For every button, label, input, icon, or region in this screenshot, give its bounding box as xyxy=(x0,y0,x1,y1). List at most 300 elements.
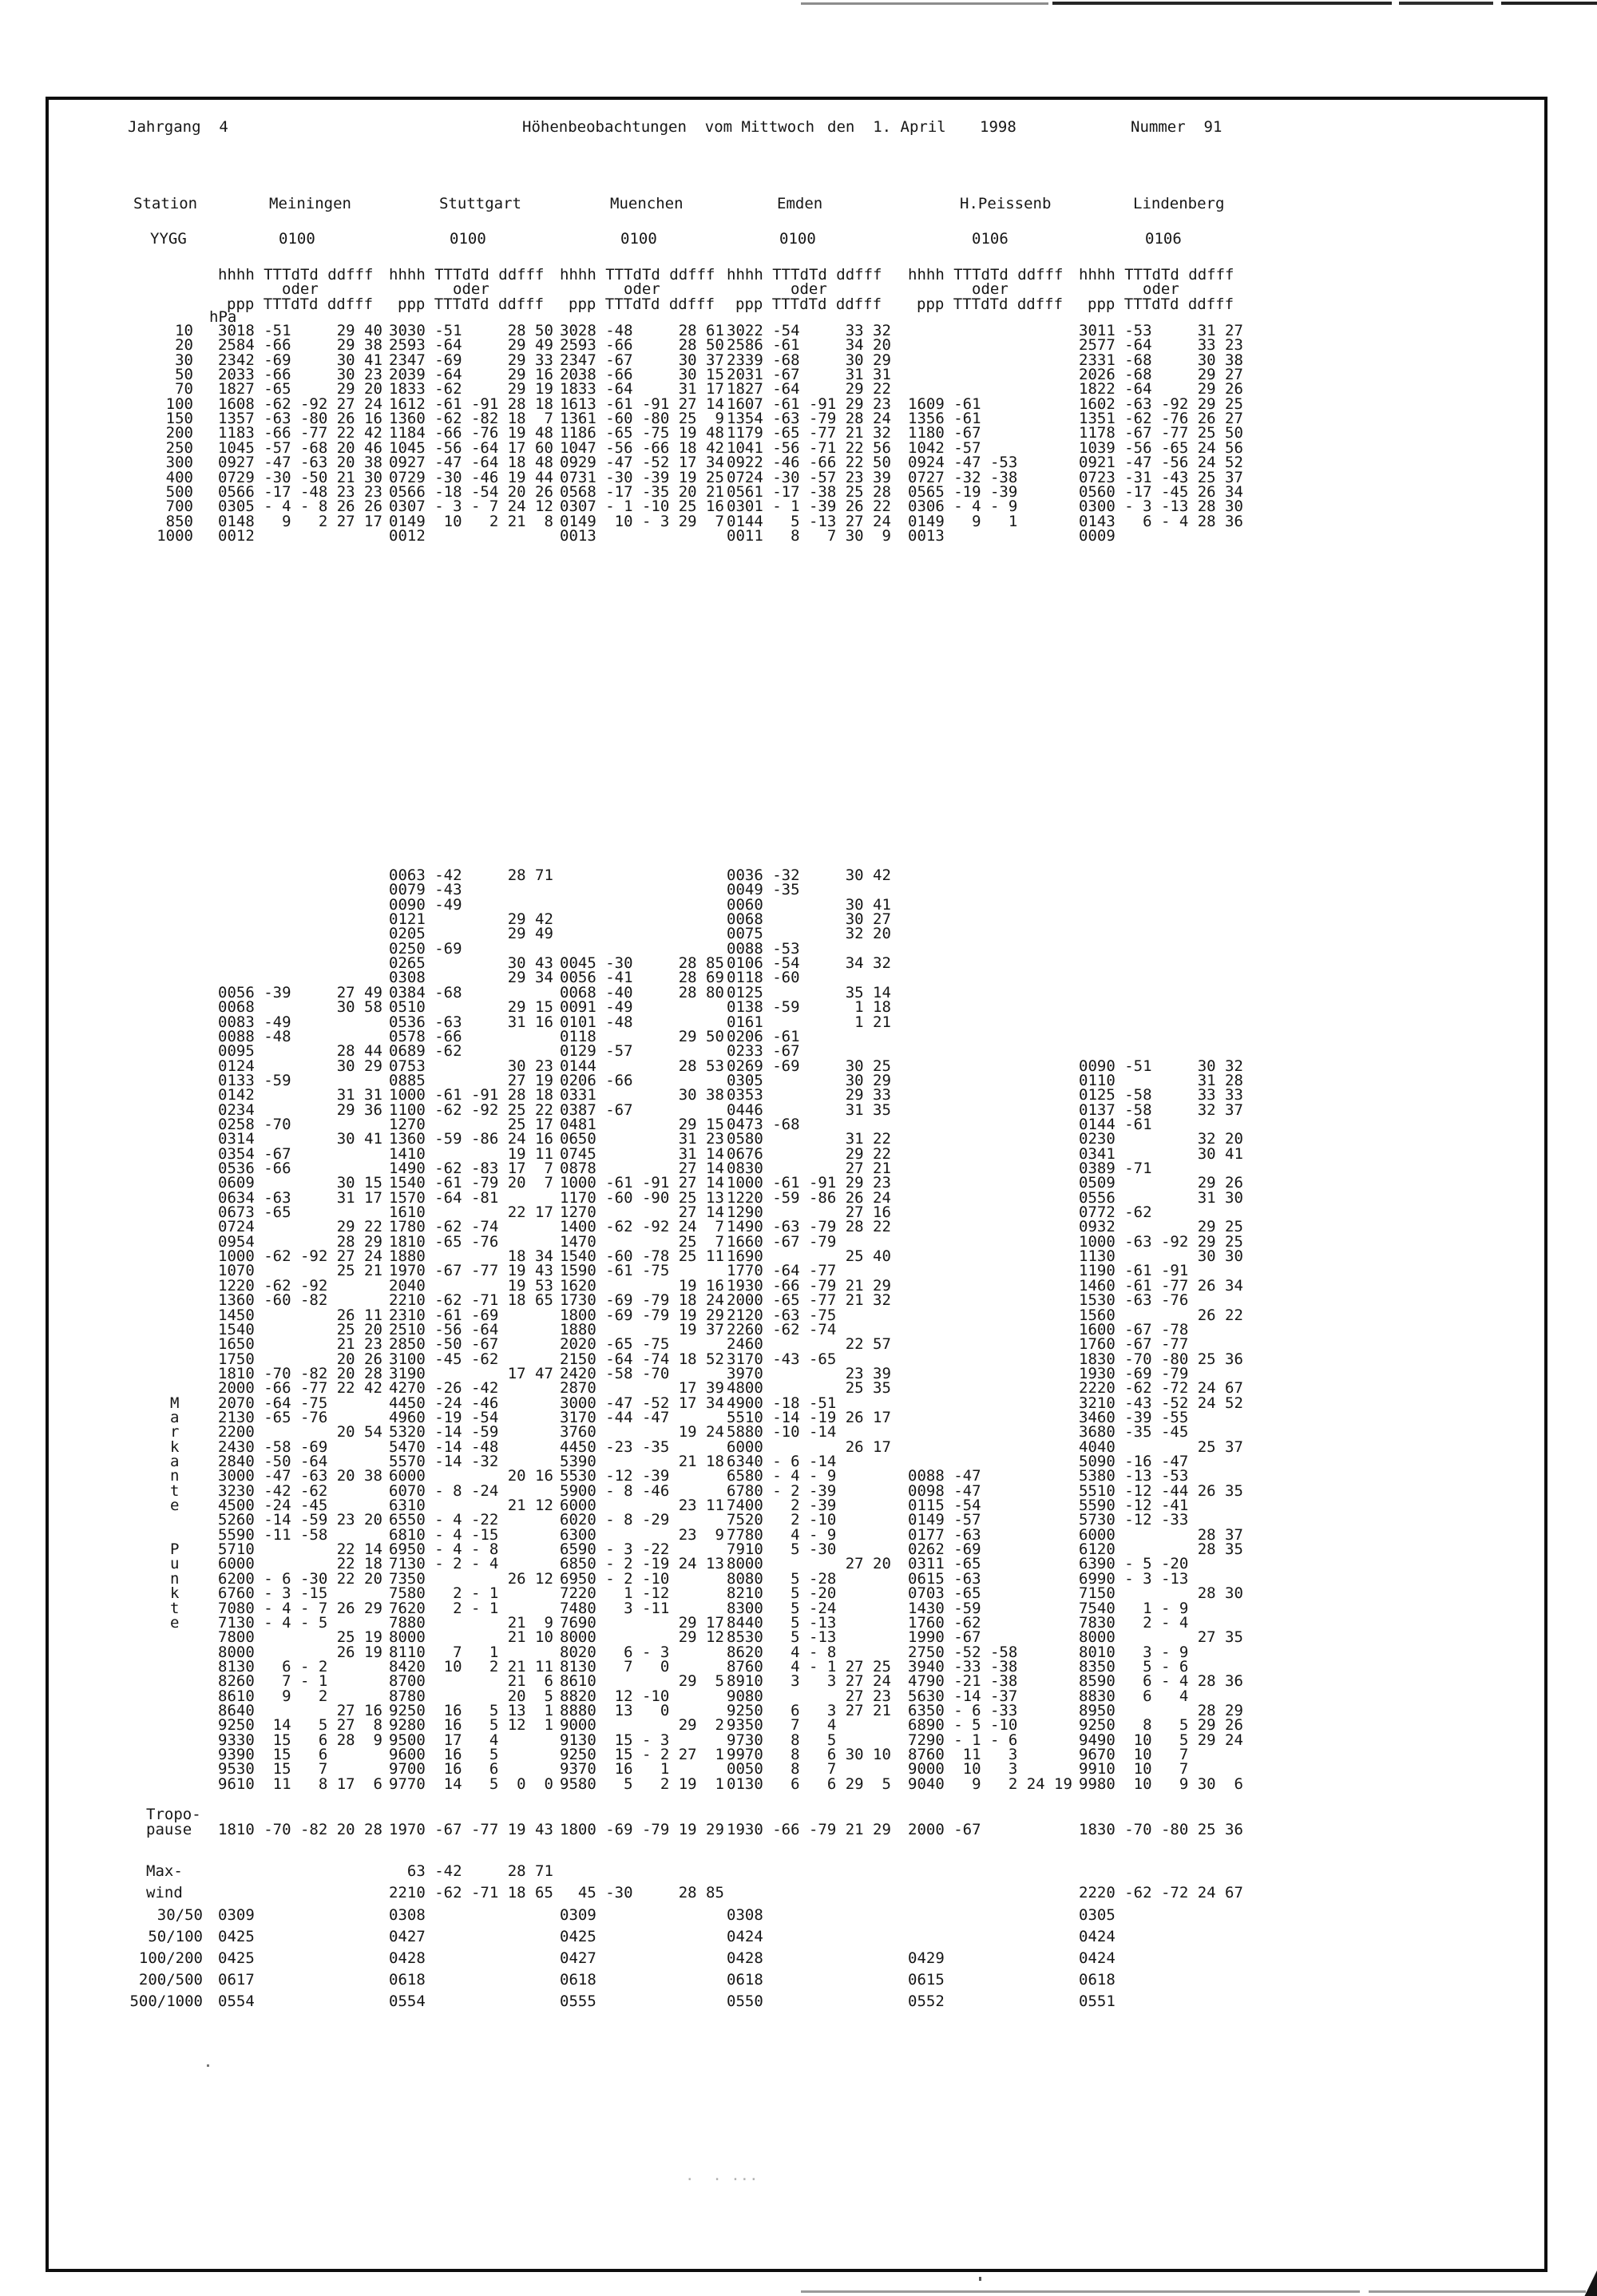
significant-point-line: 1220 -62 -92 xyxy=(218,1277,328,1295)
wind-ratio-value: 0425 xyxy=(560,1928,596,1945)
significant-point-line: 1100 -62 -92 25 22 xyxy=(389,1101,553,1119)
significant-point-line: 0138 -59 1 18 xyxy=(727,998,891,1016)
significant-point-line: 1690 25 40 xyxy=(727,1247,891,1265)
significant-point-line: 1730 -69 -79 18 24 xyxy=(560,1291,724,1309)
significant-point-line: 9080 27 23 xyxy=(727,1687,891,1705)
significant-point-line: 2130 -65 -76 xyxy=(218,1409,328,1426)
significant-point-line: 6000 23 11 xyxy=(560,1497,724,1514)
wind-ratio-value: 0309 xyxy=(560,1906,596,1924)
significant-point-line: 1000 -61 -91 29 23 xyxy=(727,1174,891,1192)
significant-point-line: 2870 17 39 xyxy=(560,1379,724,1397)
significant-point-line: 1760 -62 xyxy=(908,1614,981,1632)
upper-air-observation-line: 0009 xyxy=(1079,527,1116,545)
significant-point-line: 2220 -62 -72 24 67 xyxy=(1079,1379,1243,1397)
upper-air-observation-line: 2331 -68 30 38 xyxy=(1079,351,1243,369)
significant-point-line: 4790 -21 -38 xyxy=(908,1672,1018,1690)
scan-artifact-dot xyxy=(979,2277,981,2281)
significant-point-line: 8010 3 - 9 xyxy=(1079,1644,1189,1661)
wind-ratio-row-label: 30/50 xyxy=(157,1906,203,1924)
significant-point-line: 0269 -69 30 25 xyxy=(727,1057,891,1075)
significant-point-line: 0142 31 31 xyxy=(218,1086,382,1104)
significant-point-line: 9350 7 4 xyxy=(727,1716,837,1734)
upper-air-observation-line: 3011 -53 31 27 xyxy=(1079,322,1243,339)
significant-point-line: 5880 -10 -14 xyxy=(727,1423,837,1441)
significant-point-line: 0068 30 27 xyxy=(727,910,891,928)
significant-point-line: 1560 26 22 xyxy=(1079,1307,1243,1324)
pressure-level-label: 70 xyxy=(175,380,193,398)
significant-point-line: 0580 31 22 xyxy=(727,1130,891,1148)
significant-point-line: 4900 -18 -51 xyxy=(727,1394,837,1412)
station-yygg-value: 0106 xyxy=(1145,230,1182,248)
significant-point-line: 2750 -52 -58 xyxy=(908,1644,1018,1661)
upper-air-observation-line: 0300 - 3 -13 28 30 xyxy=(1079,498,1243,515)
significant-point-line: 1830 -70 -80 25 36 xyxy=(1079,1350,1243,1368)
significant-point-line: 1610 22 17 xyxy=(389,1204,553,1221)
significant-point-line: 1170 -60 -90 25 13 xyxy=(560,1189,724,1207)
margin-letter: n xyxy=(170,1570,180,1588)
significant-point-line: 8350 5 - 6 xyxy=(1079,1658,1189,1675)
upper-air-observation-line: 1607 -61 -91 29 23 xyxy=(727,395,891,413)
significant-point-line: 0056 -39 27 49 xyxy=(218,984,382,1001)
column-header-row1: hhhh TTTdTd ddfff xyxy=(560,266,715,284)
scan-artifact-top-line xyxy=(1399,2,1493,5)
significant-point-line: 3000 -47 -63 20 38 xyxy=(218,1467,382,1485)
significant-point-line: 2120 -63 -75 xyxy=(727,1307,837,1324)
significant-point-line: 3170 -43 -65 xyxy=(727,1350,837,1368)
significant-point-line: 1070 25 21 xyxy=(218,1262,382,1279)
significant-point-line: 0634 -63 31 17 xyxy=(218,1189,382,1207)
station-name: Lindenberg xyxy=(1133,195,1225,212)
significant-point-line: 8000 29 12 xyxy=(560,1628,724,1646)
upper-air-observation-line: 0927 -47 -63 20 38 xyxy=(218,454,382,471)
pressure-level-label: 500 xyxy=(165,483,193,501)
upper-air-observation-line: 0729 -30 -46 19 44 xyxy=(389,469,553,486)
upper-air-observation-line: 0143 6 - 4 28 36 xyxy=(1079,513,1243,530)
label-tropopause-line2: pause xyxy=(146,1821,192,1838)
significant-point-line: 7400 2 -39 xyxy=(727,1497,837,1514)
significant-point-line: 0753 30 23 xyxy=(389,1057,553,1075)
wind-ratio-value: 0615 xyxy=(908,1971,945,1989)
scan-artifact-corner-mark xyxy=(1584,2270,1597,2296)
upper-air-observation-line: 0149 9 1 xyxy=(908,513,1018,530)
margin-letter: e xyxy=(170,1614,180,1632)
significant-point-line: 8610 9 2 xyxy=(218,1687,328,1705)
significant-point-line: 7780 4 - 9 xyxy=(727,1526,837,1544)
label-tropopause-line1: Tropo- xyxy=(146,1806,201,1823)
significant-point-line: 0314 30 41 xyxy=(218,1130,382,1148)
significant-point-line: 0161 1 21 xyxy=(727,1013,891,1031)
significant-point-line: 0481 29 15 xyxy=(560,1116,724,1133)
significant-point-line: 0305 30 29 xyxy=(727,1072,891,1089)
significant-point-line: 0090 -51 30 32 xyxy=(1079,1057,1243,1075)
significant-point-line: 8000 27 35 xyxy=(1079,1628,1243,1646)
label-maxwind-line1: Max- xyxy=(146,1862,183,1880)
significant-point-line: 8780 20 5 xyxy=(389,1687,553,1705)
significant-point-line: 4270 -26 -42 xyxy=(389,1379,499,1397)
significant-point-line: 0118 -60 xyxy=(727,969,800,986)
upper-air-observation-line: 0727 -32 -38 xyxy=(908,469,1018,486)
pressure-level-label: 150 xyxy=(165,410,193,427)
maxwind-extra-line: 45 -30 28 85 xyxy=(560,1884,724,1901)
significant-point-line: 1270 25 17 xyxy=(389,1116,553,1133)
significant-point-line: 3000 -47 -52 17 34 xyxy=(560,1394,724,1412)
significant-point-line: 0049 -35 xyxy=(727,881,800,898)
margin-letter: t xyxy=(170,1600,180,1617)
significant-point-line: 3940 -33 -38 xyxy=(908,1658,1018,1675)
significant-point-line: 6070 - 8 -24 xyxy=(389,1482,499,1500)
upper-air-observation-line: 2577 -64 33 23 xyxy=(1079,336,1243,354)
significant-point-line: 1000 -63 -92 29 25 xyxy=(1079,1233,1243,1251)
upper-air-observation-line: 0307 - 3 - 7 24 12 xyxy=(389,498,553,515)
upper-air-observation-line: 1045 -57 -68 20 46 xyxy=(218,439,382,457)
significant-point-line: 6000 28 37 xyxy=(1079,1526,1243,1544)
station-yygg-value: 0100 xyxy=(279,230,315,248)
station-name: Emden xyxy=(777,195,823,212)
significant-point-line: 1450 26 11 xyxy=(218,1307,382,1324)
significant-point-line: 9770 14 5 0 0 xyxy=(389,1775,553,1793)
tropopause-value-line: 1810 -70 -82 20 28 xyxy=(218,1821,382,1838)
significant-point-line: 1590 -61 -75 xyxy=(560,1262,670,1279)
significant-point-line: 9250 15 - 2 27 1 xyxy=(560,1746,724,1763)
significant-point-line: 3970 23 39 xyxy=(727,1365,891,1382)
significant-point-line: 0121 29 42 xyxy=(389,910,553,928)
significant-point-line: 0615 -63 xyxy=(908,1570,981,1588)
pressure-level-label: 700 xyxy=(165,498,193,515)
significant-point-line: 1570 -64 -81 xyxy=(389,1189,499,1207)
column-header-oder: oder xyxy=(282,280,319,298)
significant-point-line: 5710 22 14 xyxy=(218,1541,382,1558)
wind-ratio-value: 0309 xyxy=(218,1906,255,1924)
significant-point-line: 5510 -12 -44 26 35 xyxy=(1079,1482,1243,1500)
significant-point-line: 9610 11 8 17 6 xyxy=(218,1775,382,1793)
significant-point-line: 0262 -69 xyxy=(908,1541,981,1558)
significant-point-line: 3760 19 24 xyxy=(560,1423,724,1441)
wind-ratio-value: 0550 xyxy=(727,1993,763,2010)
significant-point-line: 0110 31 28 xyxy=(1079,1072,1243,1089)
station-name: Muenchen xyxy=(610,195,684,212)
significant-point-line: 1530 -63 -76 xyxy=(1079,1291,1189,1309)
wind-ratio-value: 0617 xyxy=(218,1971,255,1989)
significant-point-line: 0745 31 14 xyxy=(560,1145,724,1163)
significant-point-line: 8880 13 0 xyxy=(560,1702,670,1719)
pressure-level-label: 1000 xyxy=(157,527,193,545)
significant-point-line: 4500 -24 -45 xyxy=(218,1497,328,1514)
significant-point-line: 6300 23 9 xyxy=(560,1526,724,1544)
upper-air-observation-line: 2026 -68 29 27 xyxy=(1079,366,1243,383)
significant-point-line: 5380 -13 -53 xyxy=(1079,1467,1189,1485)
upper-air-observation-line: 1180 -67 xyxy=(908,424,981,442)
significant-point-line: 0536 -63 31 16 xyxy=(389,1013,553,1031)
upper-air-observation-line: 1041 -56 -71 22 56 xyxy=(727,439,891,457)
significant-point-line: 0045 -30 28 85 xyxy=(560,954,724,972)
upper-air-observation-line: 1039 -56 -65 24 56 xyxy=(1079,439,1243,457)
significant-point-line: 0954 28 29 xyxy=(218,1233,382,1251)
significant-point-line: 1770 -64 -77 xyxy=(727,1262,837,1279)
upper-air-observation-line: 1361 -60 -80 25 9 xyxy=(560,410,724,427)
significant-point-line: 6120 28 35 xyxy=(1079,1541,1243,1558)
upper-air-observation-line: 2039 -64 29 16 xyxy=(389,366,553,383)
significant-point-line: 6780 - 2 -39 xyxy=(727,1482,837,1500)
significant-point-line: 0341 30 41 xyxy=(1079,1145,1243,1163)
significant-point-line: 1400 -62 -92 24 7 xyxy=(560,1218,724,1235)
significant-point-line: 6580 - 4 - 9 xyxy=(727,1467,837,1485)
significant-point-line: 9980 10 9 30 6 xyxy=(1079,1775,1243,1793)
margin-letter: a xyxy=(170,1453,180,1470)
significant-point-line: 0233 -67 xyxy=(727,1042,800,1060)
significant-point-line: 0308 29 34 xyxy=(389,969,553,986)
significant-point-line: 5630 -14 -37 xyxy=(908,1687,1018,1705)
column-header-row2: ppp TTTdTd ddfff xyxy=(917,295,1064,313)
maxwind-extra-line: 2220 -62 -72 24 67 xyxy=(1079,1884,1243,1901)
upper-air-observation-line: 2347 -69 29 33 xyxy=(389,351,553,369)
significant-point-line: 1800 -69 -79 19 29 xyxy=(560,1307,724,1324)
significant-point-line: 9250 8 5 29 26 xyxy=(1079,1716,1243,1734)
significant-point-line: 4960 -19 -54 xyxy=(389,1409,499,1426)
significant-point-line: 6200 - 6 -30 22 20 xyxy=(218,1570,382,1588)
pressure-level-label: 850 xyxy=(165,513,193,530)
upper-air-observation-line: 0013 xyxy=(560,527,596,545)
significant-point-line: 1650 21 23 xyxy=(218,1335,382,1353)
upper-air-observation-line: 1827 -65 29 20 xyxy=(218,380,382,398)
significant-point-line: 0387 -67 xyxy=(560,1101,633,1119)
significant-point-line: 0129 -57 xyxy=(560,1042,633,1060)
wind-ratio-value: 0428 xyxy=(727,1949,763,1967)
significant-point-line: 5590 -11 -58 xyxy=(218,1526,328,1544)
scan-artifact-top-line xyxy=(801,2,1048,5)
upper-air-observation-line: 0561 -17 -38 25 28 xyxy=(727,483,891,501)
wind-ratio-value: 0554 xyxy=(218,1993,255,2010)
significant-point-line: 0036 -32 30 42 xyxy=(727,866,891,884)
significant-point-line: 0331 30 38 xyxy=(560,1086,724,1104)
significant-point-line: 6390 - 5 -20 xyxy=(1079,1555,1189,1572)
significant-point-line: 9390 15 6 xyxy=(218,1746,328,1763)
upper-air-observation-line: 0731 -30 -39 19 25 xyxy=(560,469,724,486)
significant-point-line: 7350 26 12 xyxy=(389,1570,553,1588)
significant-point-line: 1190 -61 -91 xyxy=(1079,1262,1189,1279)
significant-point-line: 8260 7 - 1 xyxy=(218,1672,328,1690)
significant-point-line: 0177 -63 xyxy=(908,1526,981,1544)
significant-point-line: 0446 31 35 xyxy=(727,1101,891,1119)
significant-point-line: 1430 -59 xyxy=(908,1600,981,1617)
scan-artifact-top-line xyxy=(1052,2,1392,5)
significant-point-line: 4800 25 35 xyxy=(727,1379,891,1397)
column-header-oder: oder xyxy=(972,280,1009,298)
significant-point-line: 6890 - 5 -10 xyxy=(908,1716,1018,1734)
upper-air-observation-line: 1178 -67 -77 25 50 xyxy=(1079,424,1243,442)
wind-ratio-value: 0618 xyxy=(1079,1971,1116,1989)
upper-air-observation-line: 0011 8 7 30 9 xyxy=(727,527,891,545)
header-year: 1998 xyxy=(980,118,1016,136)
column-header-row1: hhhh TTTdTd ddfff xyxy=(908,266,1064,284)
label-maxwind-line2: wind xyxy=(146,1884,183,1901)
significant-point-line: 6810 - 4 -15 xyxy=(389,1526,499,1544)
significant-point-line: 1600 -67 -78 xyxy=(1079,1321,1189,1338)
significant-point-line: 0083 -49 xyxy=(218,1013,291,1031)
significant-point-line: 1490 -63 -79 28 22 xyxy=(727,1218,891,1235)
significant-point-line: 0206 -61 xyxy=(727,1028,800,1045)
significant-point-line: 1360 -59 -86 24 16 xyxy=(389,1130,553,1148)
significant-point-line: 0689 -62 xyxy=(389,1042,462,1060)
upper-air-observation-line: 0560 -17 -45 26 34 xyxy=(1079,483,1243,501)
upper-air-observation-line: 1047 -56 -66 18 42 xyxy=(560,439,724,457)
margin-letter: a xyxy=(170,1409,180,1426)
upper-air-observation-line: 2339 -68 30 29 xyxy=(727,351,891,369)
significant-point-line: 0144 -61 xyxy=(1079,1116,1152,1133)
upper-air-observation-line: 0149 10 2 21 8 xyxy=(389,513,553,530)
significant-point-line: 1750 20 26 xyxy=(218,1350,382,1368)
significant-point-line: 4450 -24 -46 xyxy=(389,1394,499,1412)
significant-point-line: 9530 15 7 xyxy=(218,1760,328,1778)
significant-point-line: 1780 -62 -74 xyxy=(389,1218,499,1235)
header-date: den 1. April xyxy=(827,118,946,136)
upper-air-observation-line: 2347 -67 30 37 xyxy=(560,351,724,369)
upper-air-observation-line: 0012 xyxy=(218,527,255,545)
upper-air-observation-line: 1356 -61 xyxy=(908,410,981,427)
significant-point-line: 0206 -66 xyxy=(560,1072,633,1089)
upper-air-observation-line: 0568 -17 -35 20 21 xyxy=(560,483,724,501)
column-header-row1: hhhh TTTdTd ddfff xyxy=(389,266,545,284)
significant-point-line: 0130 6 6 29 5 xyxy=(727,1775,891,1793)
wind-ratio-value: 0555 xyxy=(560,1993,596,2010)
significant-point-line: 6350 - 6 -33 xyxy=(908,1702,1018,1719)
significant-point-line: 0609 30 15 xyxy=(218,1174,382,1192)
significant-point-line: 7620 2 - 1 xyxy=(389,1600,499,1617)
station-yygg-value: 0100 xyxy=(779,230,816,248)
header-jahrgang: Jahrgang 4 xyxy=(128,118,228,136)
significant-point-line: 0149 -57 xyxy=(908,1511,981,1529)
significant-point-line: 0353 29 33 xyxy=(727,1086,891,1104)
significant-point-line: 0125 -58 33 33 xyxy=(1079,1086,1243,1104)
significant-point-line: 0106 -54 34 32 xyxy=(727,954,891,972)
significant-point-line: 7130 - 4 - 5 xyxy=(218,1614,328,1632)
pressure-level-label: 300 xyxy=(165,454,193,471)
upper-air-observation-line: 2593 -66 28 50 xyxy=(560,336,724,354)
station-yygg-value: 0100 xyxy=(450,230,486,248)
significant-point-line: 8640 27 16 xyxy=(218,1702,382,1719)
significant-point-line: 0056 -41 28 69 xyxy=(560,969,724,986)
significant-point-line: 7520 2 -10 xyxy=(727,1511,837,1529)
significant-point-line: 0124 30 29 xyxy=(218,1057,382,1075)
margin-letter: P xyxy=(170,1541,180,1558)
significant-point-line: 1620 19 16 xyxy=(560,1277,724,1295)
tropopause-value-line: 1930 -66 -79 21 29 xyxy=(727,1821,891,1838)
significant-point-line: 6850 - 2 -19 24 13 xyxy=(560,1555,724,1572)
significant-point-line: 9580 5 2 19 1 xyxy=(560,1775,724,1793)
significant-point-line: 6950 - 2 -10 xyxy=(560,1570,670,1588)
wind-ratio-value: 0305 xyxy=(1079,1906,1116,1924)
upper-air-observation-line: 0305 - 4 - 8 26 26 xyxy=(218,498,382,515)
significant-point-line: 7540 1 - 9 xyxy=(1079,1600,1189,1617)
significant-point-line: 0144 28 53 xyxy=(560,1057,724,1075)
column-header-oder: oder xyxy=(1143,280,1179,298)
significant-point-line: 9490 10 5 29 24 xyxy=(1079,1731,1243,1749)
significant-point-line: 3100 -45 -62 xyxy=(389,1350,499,1368)
upper-air-observation-line: 1613 -61 -91 27 14 xyxy=(560,395,724,413)
upper-air-observation-line: 0306 - 4 - 9 xyxy=(908,498,1018,515)
significant-point-line: 0932 29 25 xyxy=(1079,1218,1243,1235)
header-title: Höhenbeobachtungen vom Mittwoch xyxy=(522,118,815,136)
significant-point-line: 8000 21 10 xyxy=(389,1628,553,1646)
wind-ratio-value: 0551 xyxy=(1079,1993,1116,2010)
significant-point-line: 4450 -23 -35 xyxy=(560,1438,670,1456)
significant-point-line: 0311 -65 xyxy=(908,1555,981,1572)
significant-point-line: 0098 -47 xyxy=(908,1482,981,1500)
upper-air-observation-line: 0307 - 1 -10 25 16 xyxy=(560,498,724,515)
significant-point-line: 7800 25 19 xyxy=(218,1628,382,1646)
significant-point-line: 0830 27 21 xyxy=(727,1160,891,1177)
upper-air-observation-line: 0566 -18 -54 20 26 xyxy=(389,483,553,501)
upper-air-observation-line: 2593 -64 29 49 xyxy=(389,336,553,354)
significant-point-line: 9130 15 - 3 xyxy=(560,1731,670,1749)
significant-point-line: 6310 21 12 xyxy=(389,1497,553,1514)
significant-point-line: 0050 8 7 xyxy=(727,1760,837,1778)
maxwind-extra-line: 2210 -62 -71 18 65 xyxy=(389,1884,553,1901)
significant-point-line: 9330 15 6 28 9 xyxy=(218,1731,382,1749)
significant-point-line: 0068 -40 28 80 xyxy=(560,984,724,1001)
label-station: Station xyxy=(133,195,198,212)
wind-ratio-value: 0618 xyxy=(727,1971,763,1989)
tropopause-value-line: 1970 -67 -77 19 43 xyxy=(389,1821,553,1838)
significant-point-line: 8000 26 19 xyxy=(218,1644,382,1661)
significant-point-line: 0703 -65 xyxy=(908,1584,981,1602)
significant-point-line: 1360 -60 -82 xyxy=(218,1291,328,1309)
significant-point-line: 5530 -12 -39 xyxy=(560,1467,670,1485)
margin-letter: k xyxy=(170,1584,180,1602)
upper-air-observation-line: 3028 -48 28 61 xyxy=(560,322,724,339)
upper-air-observation-line: 0144 5 -13 27 24 xyxy=(727,513,891,530)
significant-point-line: 1000 -62 -92 27 24 xyxy=(218,1247,382,1265)
significant-point-line: 3680 -35 -45 xyxy=(1079,1423,1189,1441)
upper-air-observation-line: 2586 -61 34 20 xyxy=(727,336,891,354)
significant-point-line: 8590 6 - 4 28 36 xyxy=(1079,1672,1243,1690)
tropopause-value-line: 1800 -69 -79 19 29 xyxy=(560,1821,724,1838)
significant-point-line: 0234 29 36 xyxy=(218,1101,382,1119)
significant-point-line: 1660 -67 -79 xyxy=(727,1233,837,1251)
significant-point-line: 7130 - 2 - 4 xyxy=(389,1555,499,1572)
margin-letter: n xyxy=(170,1467,180,1485)
significant-point-line: 0724 29 22 xyxy=(218,1218,382,1235)
wind-ratio-row-label: 200/500 xyxy=(138,1971,203,1989)
column-header-row1: hhhh TTTdTd ddfff xyxy=(727,266,882,284)
significant-point-line: 2000 -65 -77 21 32 xyxy=(727,1291,891,1309)
significant-point-line: 1930 -69 -79 xyxy=(1079,1365,1189,1382)
wind-ratio-value: 0427 xyxy=(389,1928,426,1945)
significant-point-line: 9910 10 7 xyxy=(1079,1760,1189,1778)
significant-point-line: 0133 -59 xyxy=(218,1072,291,1089)
significant-point-line: 0509 29 26 xyxy=(1079,1174,1243,1192)
upper-air-observation-line: 1602 -63 -92 29 25 xyxy=(1079,395,1243,413)
significant-point-line: 0088 -48 xyxy=(218,1028,291,1045)
significant-point-line: 1540 -61 -79 20 7 xyxy=(389,1174,553,1192)
upper-air-observation-line: 1184 -66 -76 19 48 xyxy=(389,424,553,442)
upper-air-observation-line: 1179 -65 -77 21 32 xyxy=(727,424,891,442)
upper-air-observation-line: 1609 -61 xyxy=(908,395,981,413)
wind-ratio-value: 0428 xyxy=(389,1949,426,1967)
scan-artifact-specks: · · ··· xyxy=(685,2171,759,2188)
upper-air-observation-line: 0149 10 - 3 29 7 xyxy=(560,513,724,530)
significant-point-line: 0258 -70 xyxy=(218,1116,291,1133)
significant-point-line: 5590 -12 -41 xyxy=(1079,1497,1189,1514)
significant-point-line: 2850 -50 -67 xyxy=(389,1335,499,1353)
station-name: Stuttgart xyxy=(439,195,521,212)
significant-point-line: 0536 -66 xyxy=(218,1160,291,1177)
margin-letter: u xyxy=(170,1555,180,1572)
significant-point-line: 9250 6 3 27 21 xyxy=(727,1702,891,1719)
significant-point-line: 6020 - 8 -29 xyxy=(560,1511,670,1529)
significant-point-line: 0673 -65 xyxy=(218,1204,291,1221)
significant-point-line: 1810 -65 -76 xyxy=(389,1233,499,1251)
significant-point-line: 8130 6 - 2 xyxy=(218,1658,328,1675)
